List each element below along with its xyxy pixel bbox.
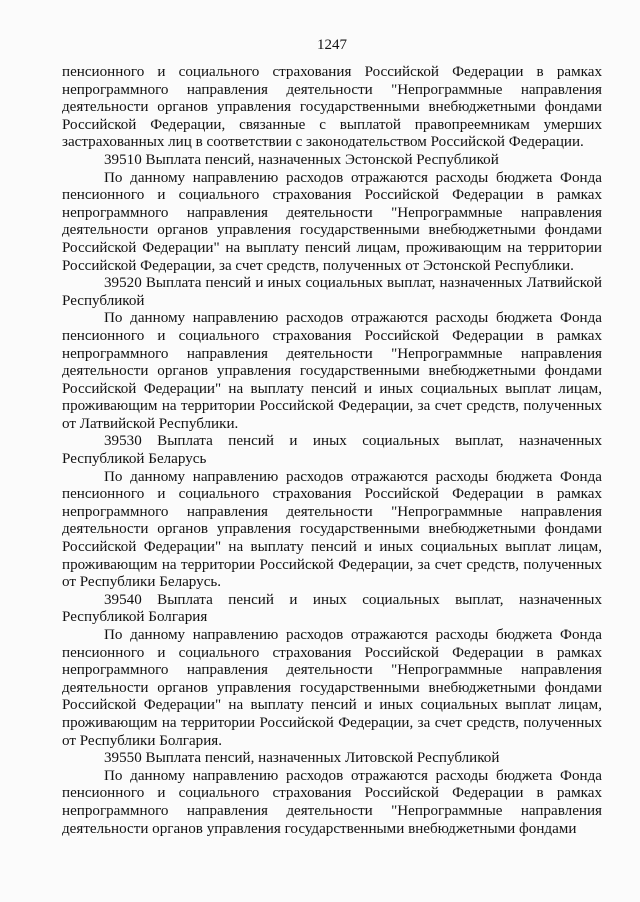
section-heading-39510: 39510 Выплата пенсий, назначенных Эстонской Республикой xyxy=(104,151,499,168)
section-body-39550: По данному направлению расходов отражаются расходы бюджета Фонда пенсионного и социального страхования Российской Федерации в рамках непрограммного направления деятельности "Непрограммные направления деятельности органов управления государственными внебюджетными фондами xyxy=(62,767,602,837)
page-number: 1247 xyxy=(317,37,347,53)
section-body-39540: По данному направлению расходов отражаются расходы бюджета Фонда пенсионного и социального страхования Российской Федерации в рамках непрограммного направления деятельности "Непрограммные направления деятельности органов управления государственными внебюджетными фондами Российской Федерации" на выплату пенсий и иных социальных выплат лицам, проживающим на территории Российской Федерации, за счет средств, полученных от Республики Болгария. xyxy=(62,627,602,749)
section-body-39520: По данному направлению расходов отражаются расходы бюджета Фонда пенсионного и социального страхования Российской Федерации в рамках непрограммного направления деятельности "Непрограммные направления деятельности органов управления государственными внебюджетными фондами Российской Федерации" на выплату пенсий и иных социальных выплат лицам, проживающим на территории Российской Федерации, за счет средств, полученных от Латвийской Республики. xyxy=(62,310,602,432)
intro-paragraph: пенсионного и социального страхования Российской Федерации в рамках непрограммного направления деятельности "Непрограммные направления деятельности органов управления государственными внебюджетными фондами Российской Федерации, связанные с выплатой правопреемникам умерших застрахованных лиц в соответствии с законодательством Российской Федерации. xyxy=(62,64,602,151)
section-heading-39530: 39530 Выплата пенсий и иных социальных выплат, назначенных Республикой Беларусь xyxy=(62,433,602,468)
section-body-39530: По данному направлению расходов отражаются расходы бюджета Фонда пенсионного и социального страхования Российской Федерации в рамках непрограммного направления деятельности "Непрограммные направления деятельности органов управления государственными внебюджетными фондами Российской Федерации" на выплату пенсий и иных социальных выплат лицам, проживающим на территории Российской Федерации, за счет средств, полученных от Республики Беларусь. xyxy=(62,468,602,591)
section-heading-39520: 39520 Выплата пенсий и иных социальных выплат, назначенных Латвийской Республикой xyxy=(62,275,602,309)
section-body-39510: По данному направлению расходов отражаются расходы бюджета Фонда пенсионного и социального страхования Российской Федерации в рамках непрограммного направления деятельности "Непрограммные направления деятельности органов управления государственными внебюджетными фондами Российской Федерации" на выплату пенсий лицам, проживающим на территории Российской Федерации, за счет средств, полученных от Эстонской Республики. xyxy=(62,169,602,274)
section-heading-39540: 39540 Выплата пенсий и иных социальных выплат, назначенных Республикой Болгария xyxy=(62,591,602,626)
section-heading-39550: 39550 Выплата пенсий, назначенных Литовской Республикой xyxy=(104,750,500,767)
